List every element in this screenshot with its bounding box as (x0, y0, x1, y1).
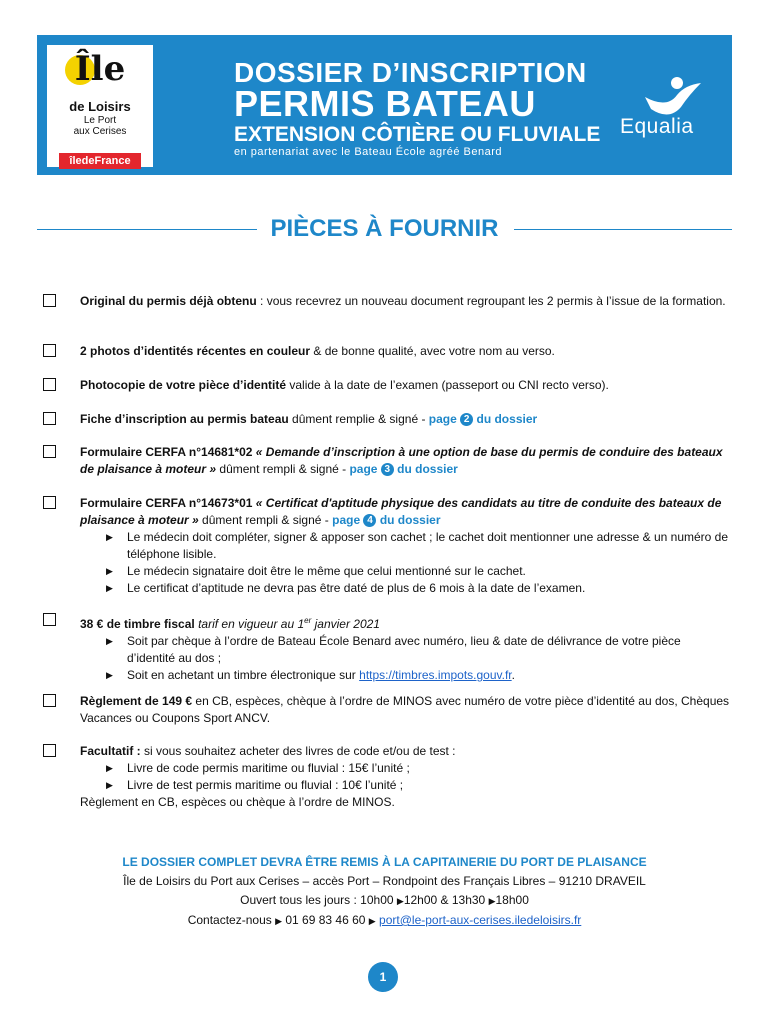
timbres-link[interactable]: https://timbres.impots.gouv.fr (359, 668, 512, 682)
section-heading (37, 215, 732, 245)
right-triangle-icon: ▶ (106, 532, 113, 542)
ile-de-loisirs-logo (47, 45, 153, 167)
bullet-list (80, 529, 730, 597)
footer-phone: 01 69 83 46 60 (285, 913, 366, 927)
item-label: 38 € de timbre fiscal (80, 617, 195, 631)
right-triangle-icon: ▶ (488, 896, 496, 906)
item-label: Formulaire CERFA n°14673*01 (80, 496, 253, 510)
item-form-title: « Demande d’inscription à une option de base du permis de conduire des bateaux de plaisance à moteur » (80, 445, 723, 476)
bullet-list (80, 633, 730, 684)
item-tarif: tarif en vigueur au 1 (194, 617, 305, 631)
footer-heading: LE DOSSIER COMPLET DEVRA ÊTRE REMIS À LA CAPITAINERIE DU PORT DE PLAISANCE (122, 855, 647, 869)
page-ref: page (349, 462, 378, 476)
banner-title-line2: PERMIS BATEAU (234, 83, 536, 124)
page-number: 1 (368, 962, 398, 992)
right-triangle-icon: ▶ (106, 566, 113, 576)
checkbox-icon[interactable] (43, 613, 56, 626)
bullet-list (80, 760, 730, 794)
right-triangle-icon: ▶ (106, 583, 113, 593)
footer (37, 853, 732, 931)
list-item: ▶ Livre de code permis maritime ou fluvial : 15€ l’unité ; (106, 761, 410, 775)
banner-title-line3: EXTENSION CÔTIÈRE OU FLUVIALE (234, 123, 601, 146)
page-number-badge: 4 (363, 514, 376, 527)
banner-subtitle: en partenariat avec le Bateau École agréé Benard (234, 146, 502, 158)
page-ref: page (332, 513, 361, 527)
section-title: PIÈCES À FOURNIR (270, 215, 499, 242)
checkbox-icon[interactable] (43, 412, 56, 425)
page-number-badge: 3 (381, 463, 394, 476)
item-text: : vous recevrez un nouveau document regroupant les 2 permis à l’issue de la formation. (256, 294, 726, 308)
item-text: dûment remplie & signé - (288, 412, 429, 426)
item-label: Facultatif : (80, 744, 141, 758)
checkbox-icon[interactable] (43, 694, 56, 707)
banner-title-line1: DOSSIER D’INSCRIPTION (234, 57, 587, 88)
item-tail: Règlement en CB, espèces ou chèque à l’ordre de MINOS. (80, 795, 395, 809)
checkbox-icon[interactable] (43, 744, 56, 757)
checkbox-icon[interactable] (43, 294, 56, 307)
equalia-logo-text: Equalia (620, 115, 694, 138)
heading-rule-right (514, 229, 732, 230)
list-item: ▶ Le médecin doit compléter, signer & apposer son cachet ; le cachet doit mentionner une adresse & un numéro de téléphone lisible. (106, 530, 729, 561)
item-label: Photocopie de votre pièce d’identité (80, 378, 287, 392)
page-number-badge: 2 (460, 413, 473, 426)
right-triangle-icon: ▶ (106, 670, 113, 680)
right-triangle-icon: ▶ (106, 780, 113, 790)
footer-email-link[interactable]: port@le-port-aux-cerises.iledeloisirs.fr (379, 913, 582, 927)
page-ref-suffix: du dossier (379, 513, 441, 527)
page-ref: page (428, 412, 457, 426)
right-triangle-icon: ▶ (106, 636, 113, 646)
item-label: Règlement de 149 € (80, 694, 193, 708)
checkbox-icon[interactable] (43, 378, 56, 391)
item-text: valide à la date de l’examen (passeport ou CNI recto verso). (286, 378, 609, 392)
footer-contact: Contactez-nous ▶ 01 69 83 46 60 ▶ port@le-port-aux-cerises.iledeloisirs.fr (187, 913, 582, 927)
list-item: ▶ Soit en achetant un timbre électronique sur https://timbres.impots.gouv.fr. (106, 668, 515, 682)
right-triangle-icon: ▶ (368, 916, 376, 926)
item-label: Fiche d’inscription au permis bateau (80, 412, 289, 426)
item-text: si vous souhaitez acheter des livres de code et/ou de test : (140, 744, 456, 758)
logo-ile-text: Île (74, 49, 126, 89)
checkbox-icon[interactable] (43, 445, 56, 458)
logo-port-line1: Le Port (83, 115, 117, 126)
footer-hours: Ouvert tous les jours : 10h00 ▶12h00 & 13h30 ▶18h00 (240, 893, 529, 907)
item-text: dûment rempli & signé - (216, 462, 350, 476)
list-item: ▶ Le certificat d’aptitude ne devra pas être daté de plus de 6 mois à la date de l’examen. (106, 581, 586, 595)
item-text: dûment rempli & signé - (198, 513, 333, 527)
page-ref-suffix: du dossier (476, 412, 538, 426)
list-item: ▶ Soit par chèque à l’ordre de Bateau École Benard avec numéro, lieu & date de délivrance de votre pièce d’identité au dos ; (106, 634, 681, 665)
item-text: en CB, espèces, chèque à l’ordre de MINOS avec numéro de votre pièce d’identité au dos, Chèques Vacances ou Coupons Sport ANCV. (80, 694, 730, 725)
right-triangle-icon: ▶ (396, 896, 404, 906)
item-form-title: « Certificat d'aptitude physique des candidats au titre de conduite des bateaux de plaisance à moteur » (80, 496, 722, 527)
ile-de-france-logo: îledeFrance (59, 153, 141, 169)
logo-port-line2: aux Cerises (73, 126, 127, 137)
logo-de-loisirs-text: de Loisirs (69, 99, 131, 114)
list-item: ▶ Livre de test permis maritime ou fluvial : 10€ l’unité ; (106, 778, 404, 792)
item-label: 2 photos d’identités récentes en couleur (80, 344, 311, 358)
checkbox-icon[interactable] (43, 496, 56, 509)
header-banner (37, 35, 732, 175)
item-label: Formulaire CERFA n°14681*02 (80, 445, 253, 459)
page-ref-suffix: du dossier (397, 462, 458, 476)
item-text: & de bonne qualité, avec votre nom au verso. (310, 344, 555, 358)
checkbox-icon[interactable] (43, 344, 56, 357)
right-triangle-icon: ▶ (106, 763, 113, 773)
right-triangle-icon: ▶ (275, 916, 283, 926)
list-item: ▶ Le médecin signataire doit être le même que celui mentionné sur le cachet. (106, 564, 526, 578)
footer-address: Île de Loisirs du Port aux Cerises – accès Port – Rondpoint des Français Libres – 91210 DRAVEIL (123, 874, 646, 888)
item-label: Original du permis déjà obtenu (80, 294, 257, 308)
